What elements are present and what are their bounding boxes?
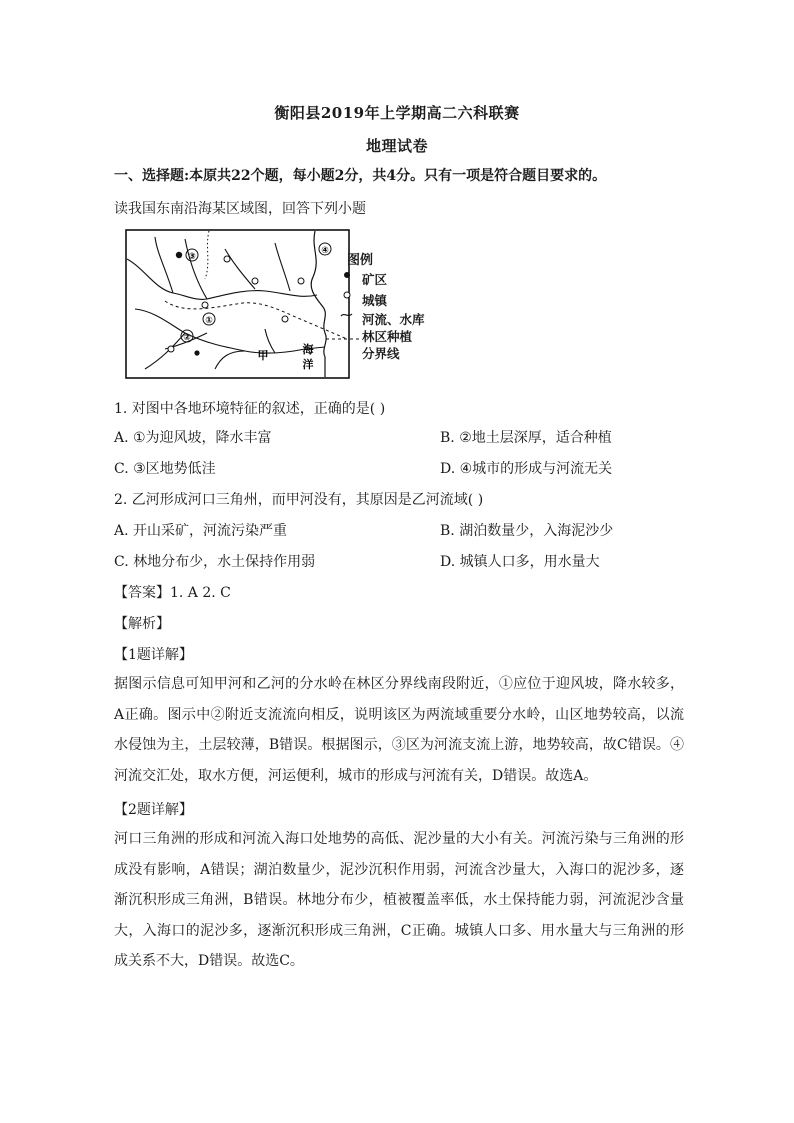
- question-2-stem: 2. 乙河形成河口三角州，而甲河没有，其原因是乙河流域( ): [114, 492, 484, 508]
- question-1-option-d: D. ④城市的形成与河流无关: [440, 461, 613, 477]
- question-2-option-c: C. 林地分布少，水土保持作用弱: [114, 554, 316, 570]
- legend-title: 图例: [347, 253, 374, 268]
- legend-town-symbol: [344, 292, 350, 298]
- map-label-1: ①: [205, 316, 213, 326]
- q2-analysis-heading: 【2题详解】: [114, 802, 193, 818]
- mine-marker: [194, 350, 199, 355]
- q1-analysis-heading: 【1题详解】: [114, 647, 193, 663]
- question-1-option-c: C. ③区地势低洼: [114, 461, 216, 477]
- exam-subtitle: 地理试卷: [365, 137, 428, 155]
- map-label-jia: 甲: [257, 349, 269, 362]
- question-1-stem: 1. 对图中各地环境特征的叙述，正确的是( ): [114, 401, 386, 417]
- question-1-option-a: A. ①为迎风坡，降水丰富: [114, 430, 272, 446]
- legend-river-symbol: [341, 314, 352, 316]
- mine-marker: [176, 252, 182, 258]
- map-label-3: ③: [188, 252, 196, 262]
- map-label-ocean: 洋: [302, 358, 314, 371]
- question-2-option-b: B. 湖泊数量少，入海泥沙少: [440, 523, 614, 539]
- map-label-sea: 海: [302, 343, 314, 356]
- question-2-option-a: A. 开山采矿，河流污染严重: [114, 523, 288, 539]
- legend-symbols: [340, 268, 354, 328]
- legend-item-town: 城镇: [362, 293, 388, 308]
- q2-analysis-text: 河口三角洲的形成和河流入海口处地势的高低、泥沙量的大小有关。河流污染与三角洲的形成没有影响，A错误；湖泊数量少，泥沙沉积作用弱，河流含沙量大，入海口的泥沙多，逐渐沉积形成三角洲，B错误。林地分布少，植被覆盖率低，水土保持能力弱，河流泥沙含量大，入海口的泥沙多，逐渐沉积形成三角洲，C正确。城镇人口多、用水量大与三角洲的形成关系不大，D错误。故选C。: [114, 831, 684, 969]
- legend-item-river: 河流、水库: [362, 312, 425, 327]
- exam-title: 衡阳县2019年上学期高二六科联赛: [274, 104, 520, 122]
- section-intro: 读我国东南沿海某区域图，回答下列小题: [114, 201, 366, 217]
- answer-line: 【答案】1. A 2. C: [114, 585, 231, 601]
- analysis-heading: 【解析】: [114, 616, 170, 632]
- q1-analysis-text: 据图示信息可知甲河和乙河的分水岭在林区分界线南段附近，①应位于迎风坡，降水较多，A正确。图示中②附近支流流向相反，说明该区为两流域重要分水岭，山区地势较高，以流水侵蚀为主，土层较薄，B错误。根据图示，③区为河流支流上游，地势较高，故C错误。④河流交汇处，取水方便，河运便利，城市的形成与河流有关，D错误。故选A。: [114, 676, 684, 784]
- legend-mine-symbol: [344, 272, 350, 278]
- map-label-4: ④: [321, 246, 329, 256]
- legend-boundary-line: [326, 334, 360, 344]
- question-1-option-b: B. ②地土层深厚，适合种植: [440, 430, 612, 446]
- legend-item-forest: 林区种植: [362, 329, 413, 344]
- legend-item-mine: 矿区: [362, 272, 388, 287]
- section-heading: 一、选择题:本原共22个题，每小题2分，共4分。只有一项是符合题目要求的。: [114, 168, 607, 184]
- map-label-2: ②: [183, 333, 191, 343]
- region-map: [125, 229, 350, 379]
- legend-item-boundary: 分界线: [362, 346, 400, 361]
- question-2-option-d: D. 城镇人口多，用水量大: [440, 554, 600, 570]
